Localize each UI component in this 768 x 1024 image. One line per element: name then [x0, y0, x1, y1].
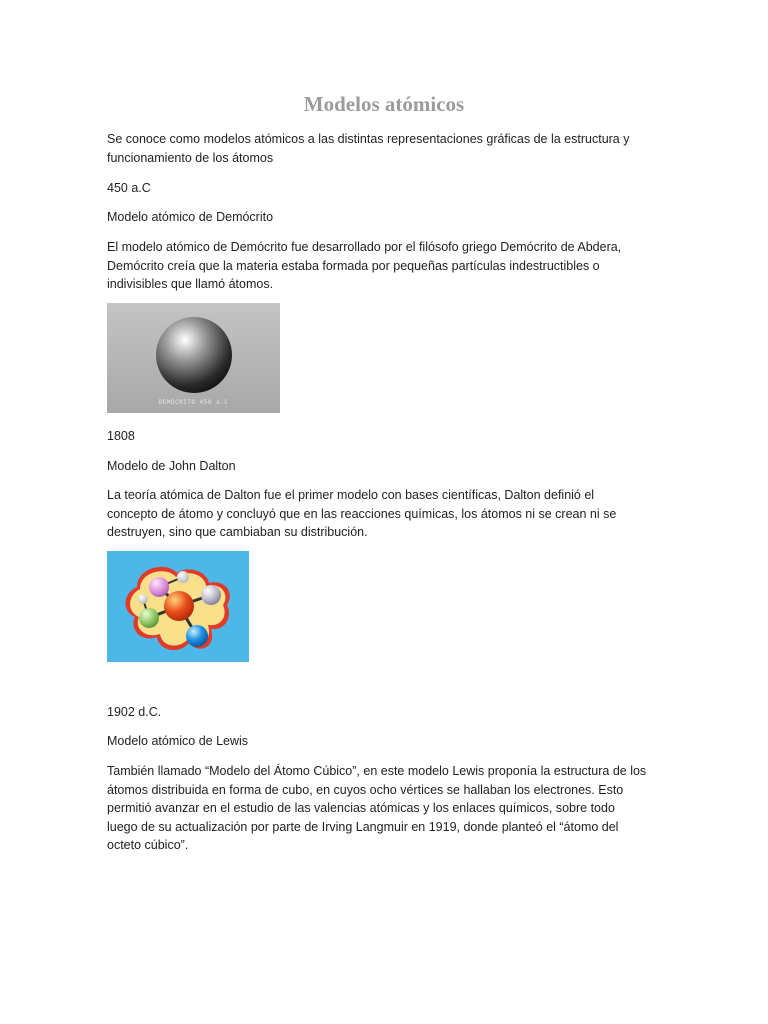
- section-heading-democrito: Modelo atómico de Demócrito: [107, 210, 274, 224]
- section-body-dalton: La teoría atómica de Dalton fue el primer modelo con bases científicas, Dalton definió el concepto de átomo y concluyó que en las reacciones químicas, los átomos ni se crean ni se destruyen, sino que cambiaban su distribución.: [107, 488, 617, 539]
- section-heading-lewis: Modelo atómico de Lewis: [107, 734, 249, 748]
- document-title: Modelos atómicos: [303, 92, 465, 116]
- section-year-lewis: 1902 d.C.: [107, 705, 162, 719]
- central-atom: [164, 591, 194, 621]
- democrito-image-caption: DEMÓCRITO 450 a.C: [158, 399, 229, 406]
- section-year-democrito: 450 a.C: [107, 181, 151, 195]
- small-atom-top: [177, 571, 189, 583]
- green-atom: [139, 608, 159, 628]
- democrito-sphere-image: [107, 303, 280, 413]
- atom-sphere: [156, 317, 232, 393]
- sphere-illustration: [107, 303, 280, 413]
- small-atom-left: [138, 594, 148, 604]
- molecule-illustration: [107, 551, 249, 662]
- blue-atom: [186, 625, 208, 647]
- pink-atom: [149, 577, 169, 597]
- section-body-lewis: También llamado “Modelo del Átomo Cúbico”, en este modelo Lewis proponía la estructura de los átomos distribuida en forma de cubo, en cuyos ocho vértices se hallaban los electrones. Esto permitió avanzar en el estudio de las valencias atómicas y los enlaces químicos, sobre todo luego de su actualización por parte de Irving Langmuir en 1919, donde planteó el “átomo del octeto cúbico”.: [107, 764, 647, 852]
- section-heading-dalton: Modelo de John Dalton: [107, 459, 236, 473]
- dalton-molecule-image: [107, 551, 249, 662]
- gray-atom: [201, 585, 221, 605]
- intro-paragraph: Se conoce como modelos atómicos a las distintas representaciones gráficas de la estructura y funcionamiento de los átomos: [107, 132, 630, 165]
- section-year-dalton: 1808: [107, 429, 135, 443]
- section-body-democrito: El modelo atómico de Demócrito fue desarrollado por el filósofo griego Demócrito de Abdera, Demócrito creía que la materia estaba formada por pequeñas partículas indestructibles o indivisibles que llamó átomos.: [107, 240, 622, 291]
